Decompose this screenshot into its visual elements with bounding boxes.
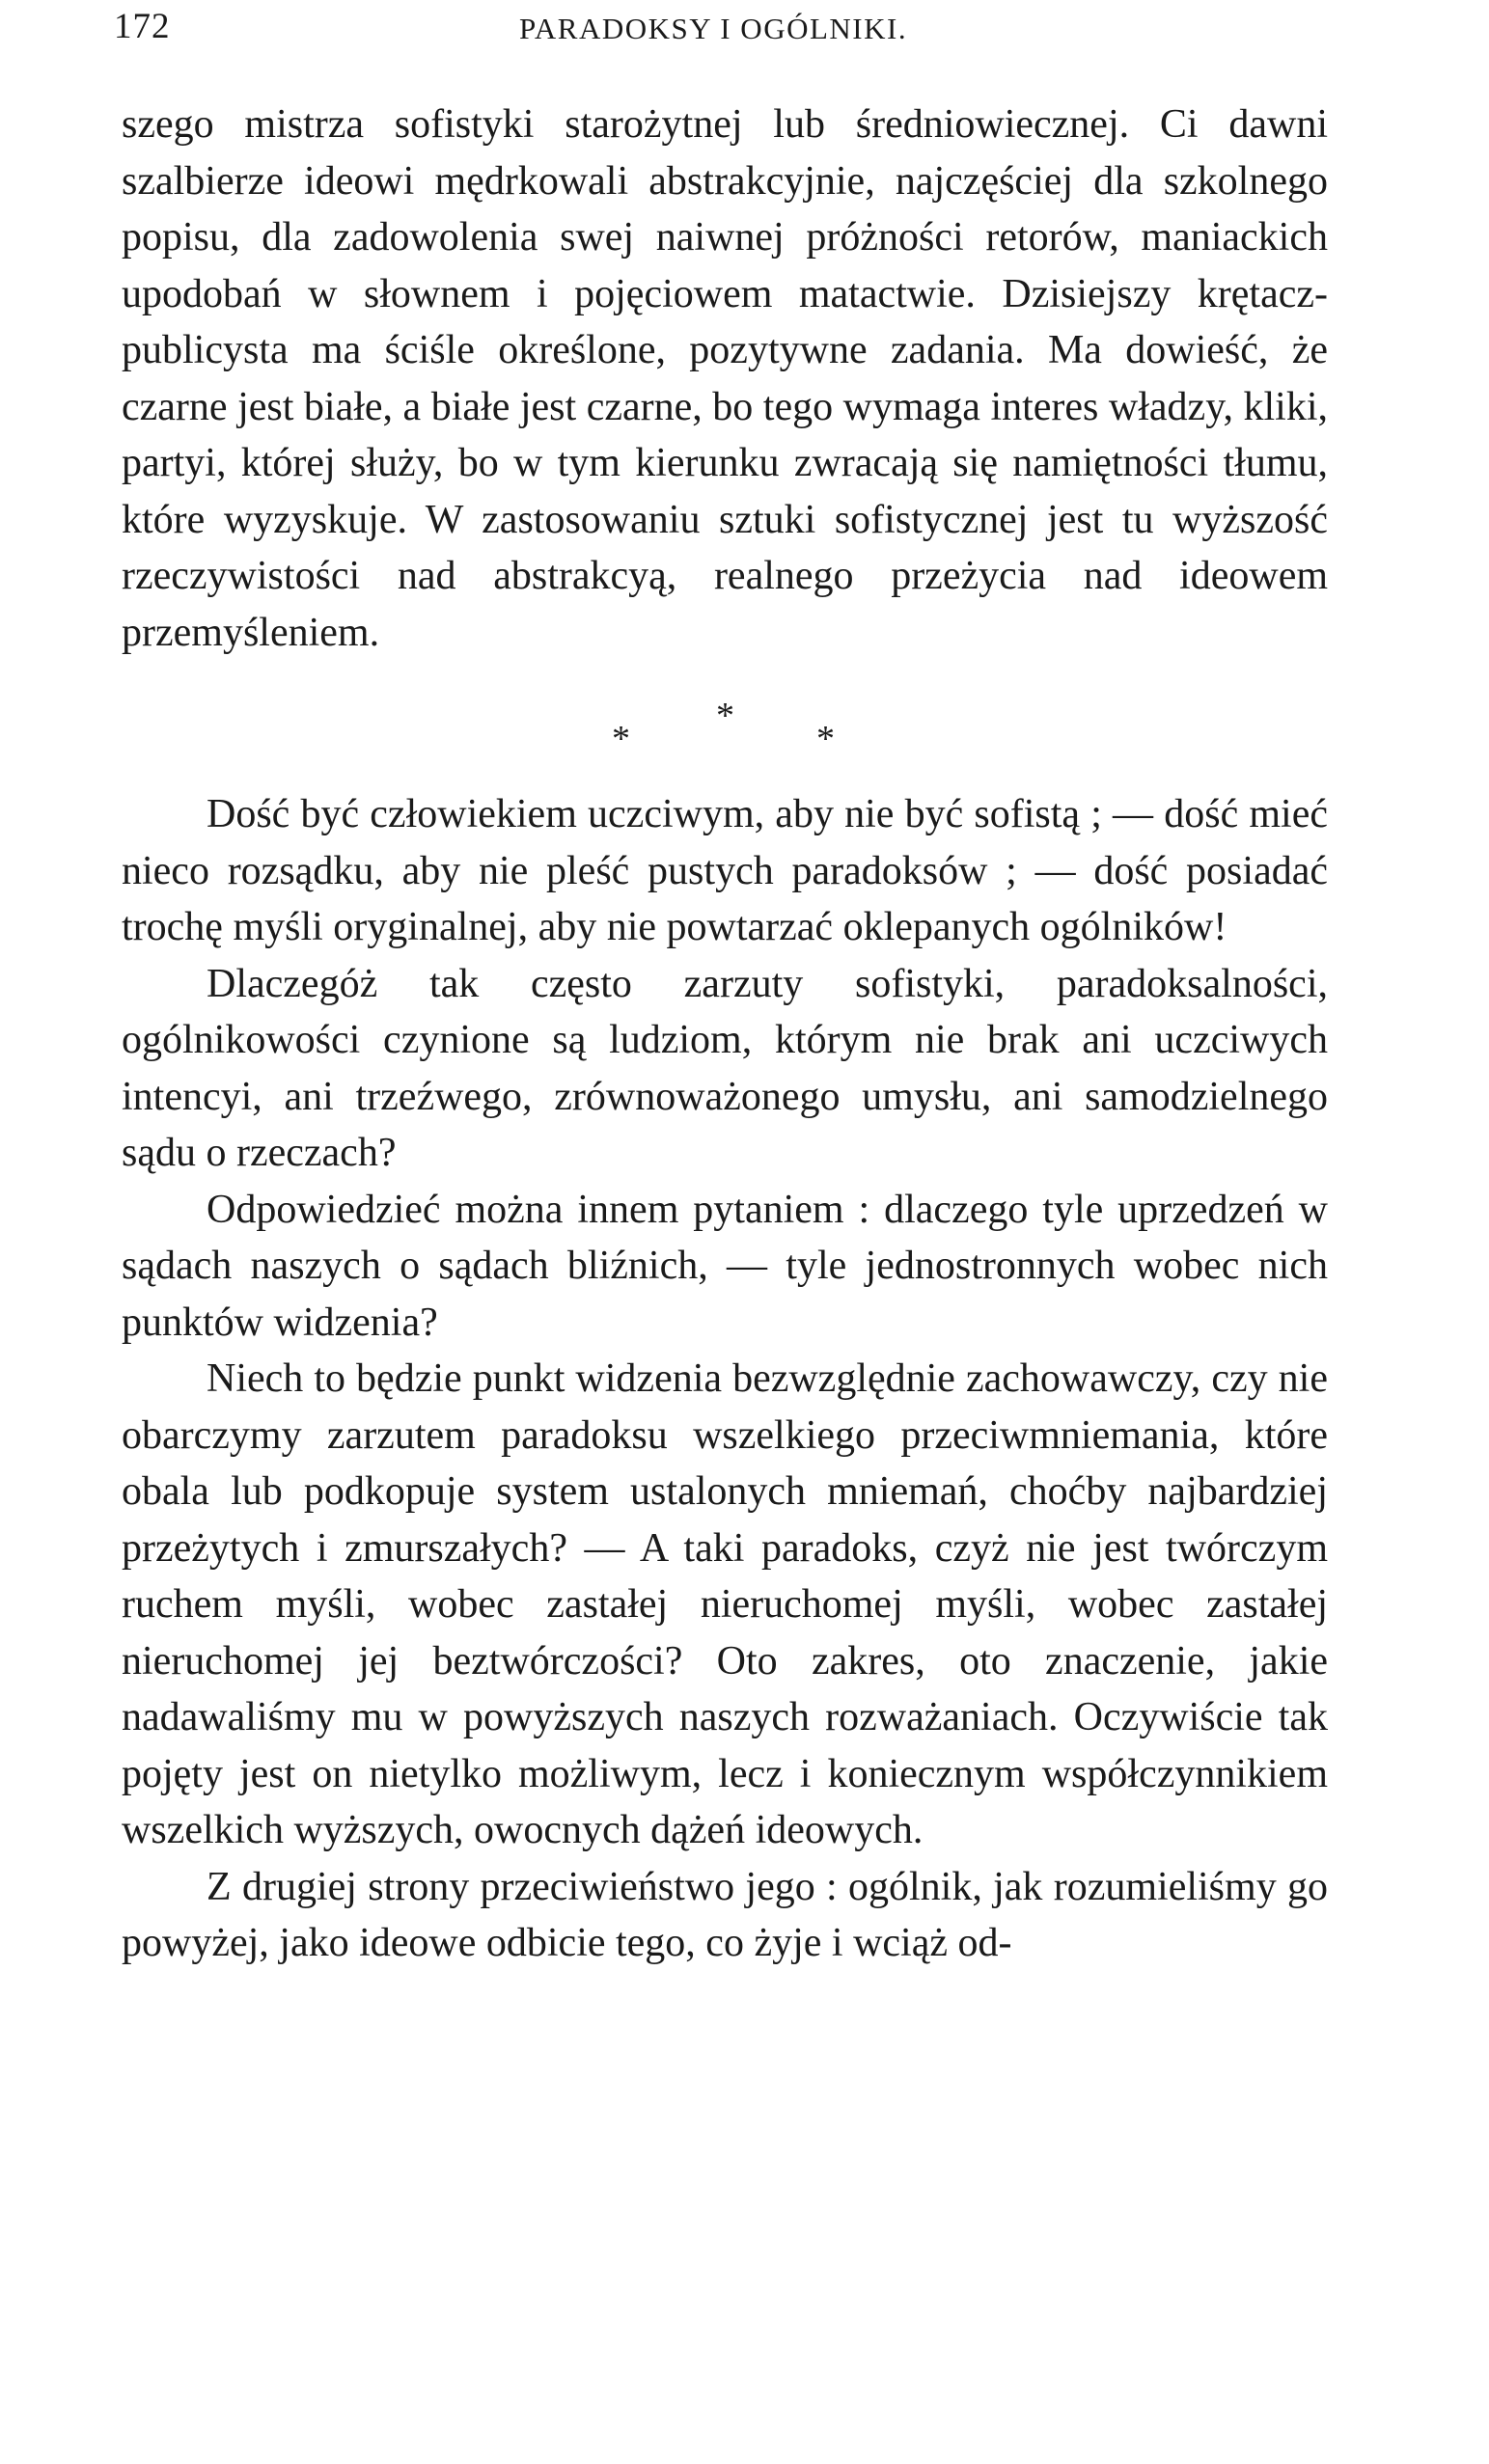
paragraph: Niech to będzie punkt widzenia bezwzględnie zachowawczy, czy nie obarczymy zarzutem paradoksu wszelkiego przeciwmniemania, które obala lub podkopuje system ustalonych mniemań, choćby najbardziej przeżytych i zmurszałych? — A taki paradoks, czyż nie jest twórczym ruchem myśli, wobec zastałej nieruchomej myśli, wobec zastałej nieruchomej jej beztwórczości? Oto zakres, oto znaczenie, jakie nadawaliśmy mu w powyższych naszych rozważaniach. Oczywiście tak pojęty jest on nietylko możliwym, lecz i koniecznym współczynnikiem wszelkich wyższych, owocnych dążeń ideowych. <box>122 1356 1328 1852</box>
paragraph: Dlaczegóż tak często zarzuty sofistyki, paradoksalności, ogólnikowości czynione są ludziom, którym nie brak ani uczciwych intencyi, ani trzeźwego, zrównoważonego umysłu, ani samodzielnego sądu o rzeczach? <box>122 961 1328 1175</box>
page-number: 172 <box>114 7 171 46</box>
asterism-star: * <box>816 719 835 759</box>
paragraph: Dość być człowiekiem uczciwym, aby nie być sofistą ; — dość mieć nieco rozsądku, aby nie pleść pustych paradoksów ; — dość posiadać trochę myśli oryginalnej, aby nie powtarzać oklepanych ogólników! <box>122 792 1328 949</box>
running-head <box>114 6 1330 54</box>
section-break-asterism <box>122 661 1328 786</box>
asterism-star: * <box>612 719 630 759</box>
paragraph-continued: szego mistrza sofistyki starożytnej lub średniowiecznej. Ci dawni szalbierze ideowi mędrkowali abstrakcyjnie, najczęściej dla szkolnego popisu, dla zadowolenia swej naiwnej próżności retorów, maniackich upodobań w słownem i pojęciowem matactwie. Dzisiejszy krętacz-publicysta ma ściśle określone, pozytywne zadania. Ma dowieść, że czarne jest białe, a białe jest czarne, bo tego wymaga interes władzy, kliki, partyi, której służy, bo w tym kierunku zwracają się namiętności tłumu, które wyzyskuje. W zastosowaniu sztuki sofistycznej jest tu wyższość rzeczywistości nad abstrakcyą, realnego przeżycia nad ideowem przemyśleniem. <box>122 102 1328 655</box>
paragraph: Odpowiedzieć można innem pytaniem : dlaczego tyle uprzedzeń w sądach naszych o sądach bliźnich, — tyle jednostronnych wobec nich punktów widzenia? <box>122 1187 1328 1345</box>
paragraph: Z drugiej strony przeciwieństwo jego : ogólnik, jak rozumieliśmy go powyżej, jako ideowe odbicie tego, co żyje i wciąż od- <box>122 1864 1328 1965</box>
asterism-star: * <box>716 696 734 736</box>
body-text <box>122 96 1328 1972</box>
running-title: PARADOKSY I OGÓLNIKI. <box>519 12 908 45</box>
